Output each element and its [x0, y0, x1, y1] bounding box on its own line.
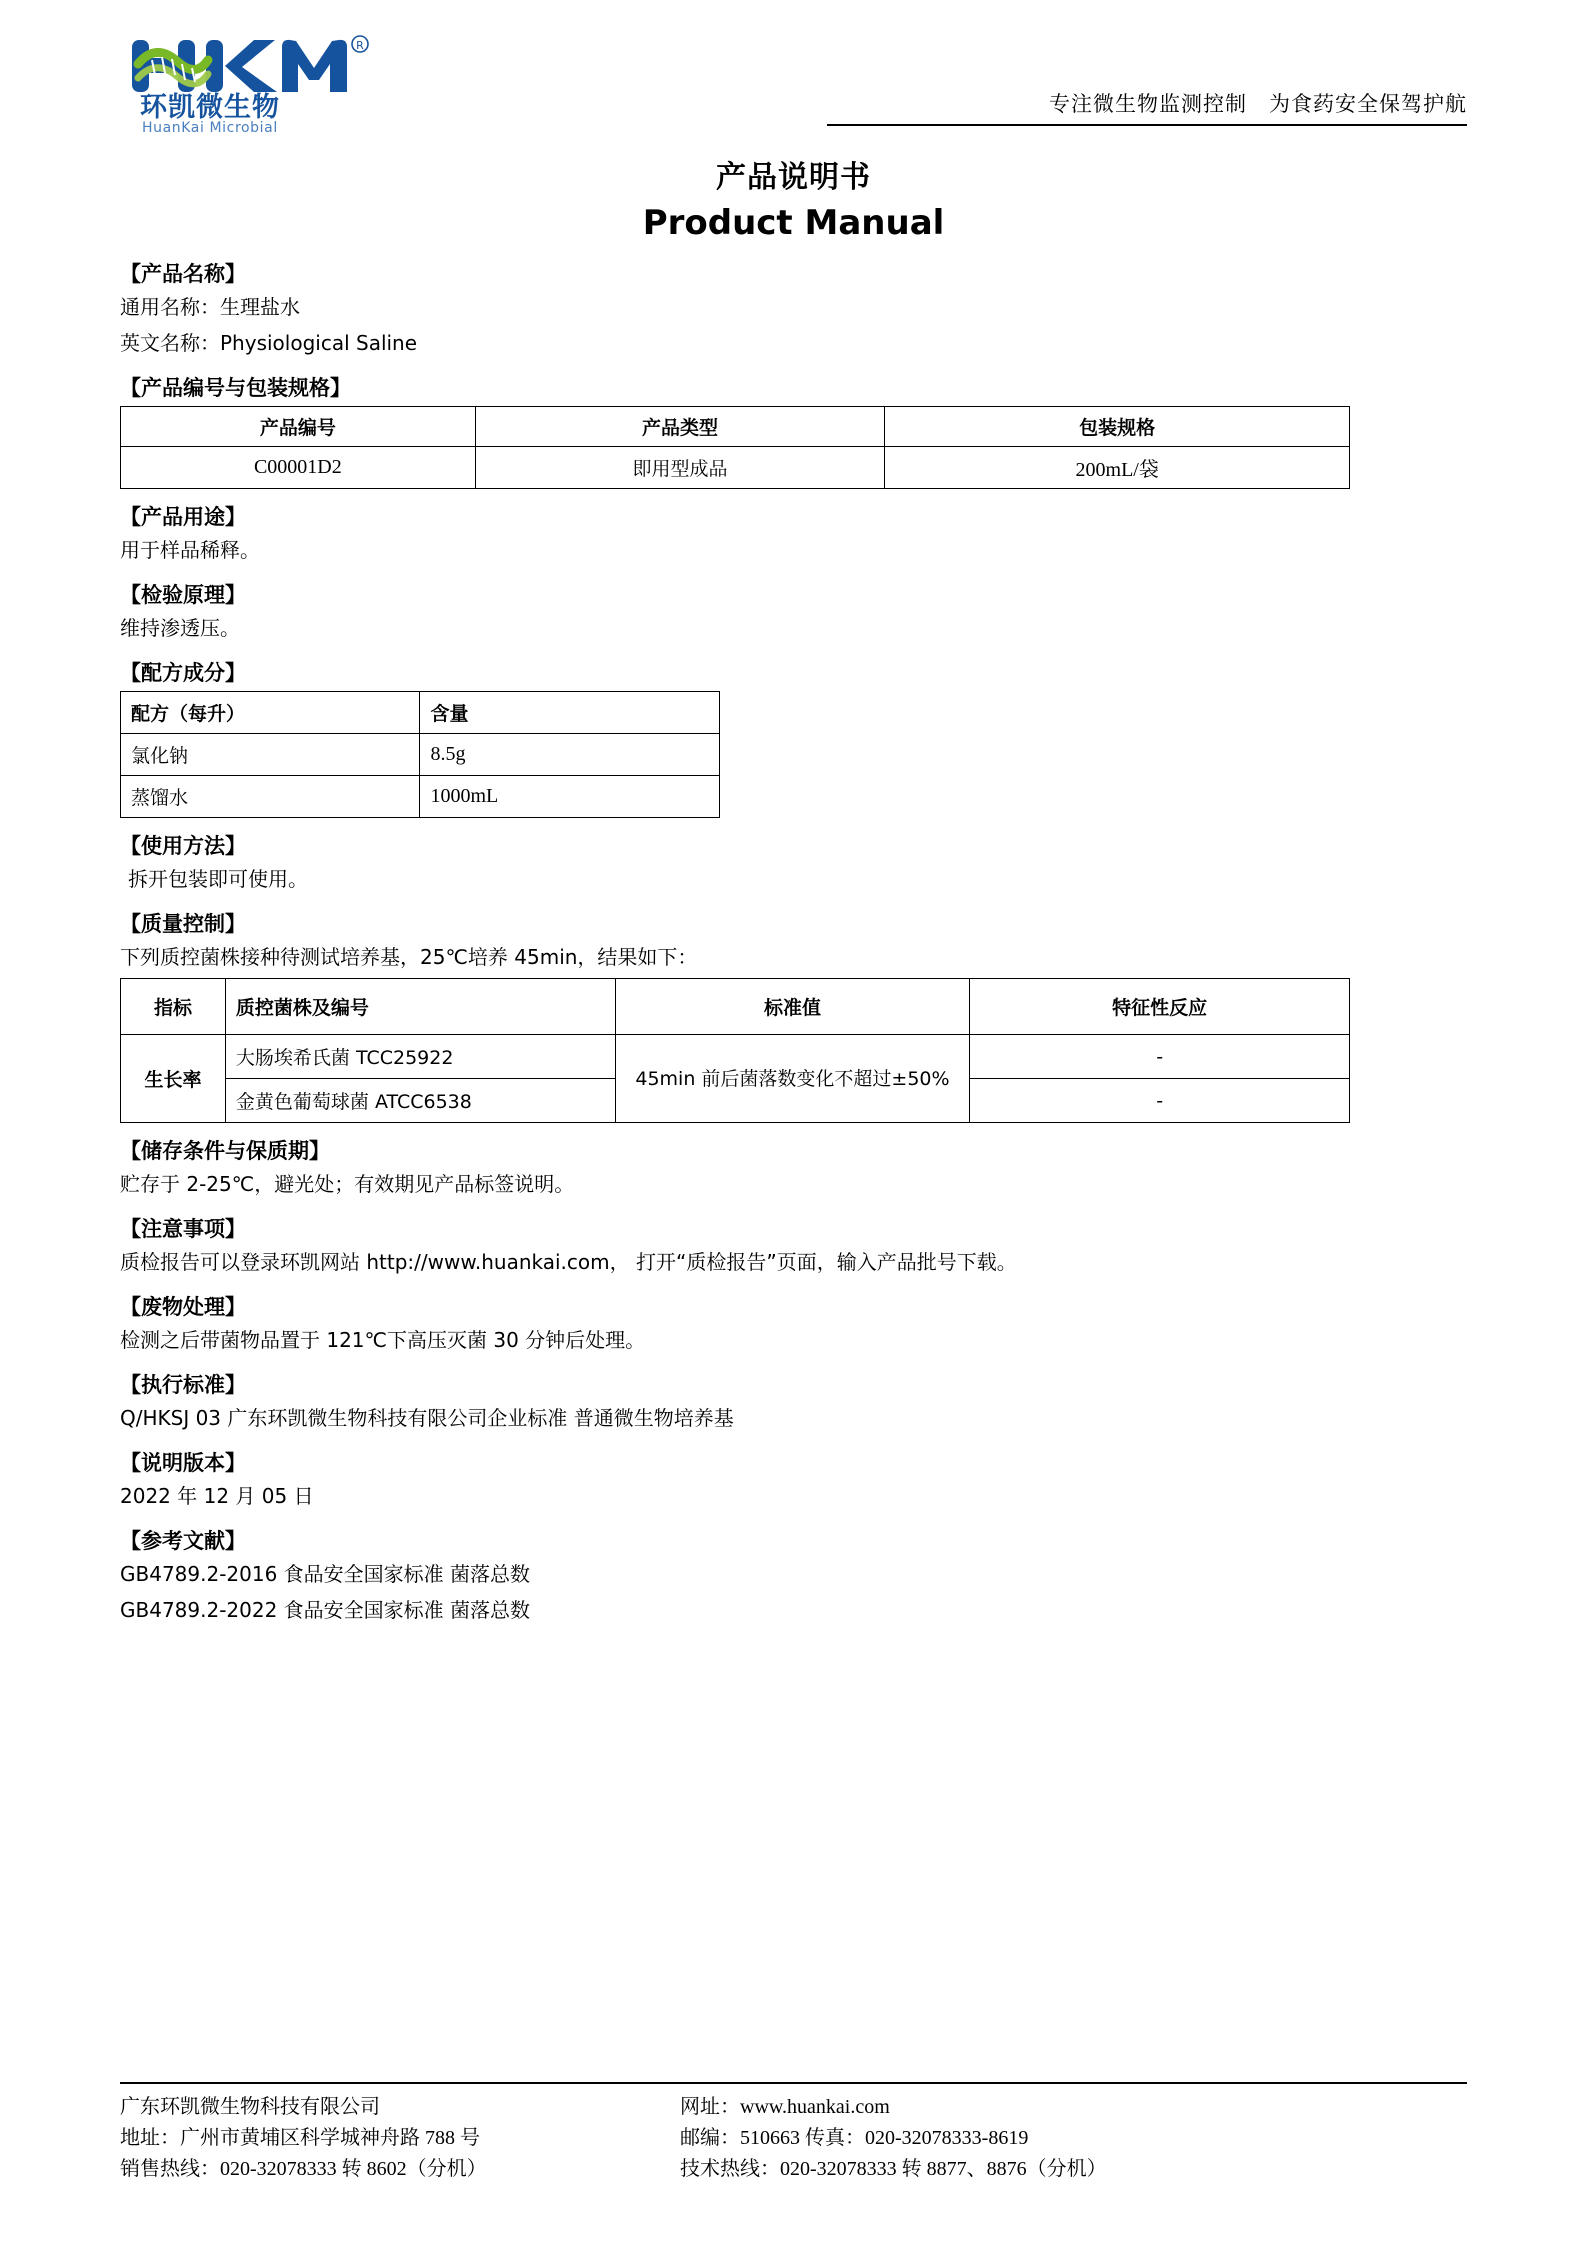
section-heading-quality-control: 【质量控制】 — [120, 912, 246, 937]
cell-ingredient-name: 氯化钠 — [121, 734, 420, 776]
footer-company-name: 广东环凯微生物科技有限公司 — [120, 2096, 380, 2118]
col-header-strain: 质控菌株及编号 — [225, 979, 615, 1035]
notes-text: 质检报告可以登录环凯网站 http://www.huankai.com， 打开“质检报告”页面，输入产品批号下载。 — [120, 1250, 1017, 1275]
svg-text:环凯微生物: 环凯微生物 — [140, 92, 280, 123]
cell-strain: 金黄色葡萄球菌 ATCC6538 — [225, 1079, 615, 1123]
product-english-name: 英文名称：Physiological Saline — [120, 331, 418, 356]
section-heading-references: 【参考文献】 — [120, 1529, 246, 1554]
quality-control-intro: 下列质控菌株接种待测试培养基，25℃培养 45min，结果如下： — [120, 945, 698, 970]
table-header-row — [121, 979, 1350, 1035]
cell-product-code: C00001D2 — [121, 447, 476, 489]
cell-reaction: - — [970, 1035, 1350, 1079]
principle-text: 维持渗透压。 — [120, 616, 240, 641]
page-footer — [120, 2082, 1467, 2185]
cell-package-spec: 200mL/袋 — [885, 447, 1350, 489]
col-header-indicator: 指标 — [121, 979, 226, 1035]
col-header-product-code: 产品编号 — [121, 407, 476, 447]
table-row — [121, 1035, 1350, 1079]
section-heading-product-code: 【产品编号与包装规格】 — [120, 376, 351, 401]
table-row — [121, 447, 1350, 489]
cell-ingredient-amount: 1000mL — [420, 776, 720, 818]
section-heading-product-name: 【产品名称】 — [120, 262, 246, 287]
section-heading-principle: 【检验原理】 — [120, 583, 246, 608]
svg-text:HuanKai Microbial: HuanKai Microbial — [142, 120, 278, 135]
table-row — [121, 776, 720, 818]
col-header-reaction: 特征性反应 — [970, 979, 1350, 1035]
table-header-row — [121, 692, 720, 734]
reference-item: GB4789.2-2022 食品安全国家标准 菌落总数 — [120, 1598, 531, 1623]
product-generic-name: 通用名称：生理盐水 — [120, 295, 300, 320]
section-heading-formula: 【配方成分】 — [120, 661, 246, 686]
formula-table — [120, 691, 720, 818]
method-text: 拆开包装即可使用。 — [128, 867, 308, 892]
header-tagline — [1049, 88, 1467, 124]
footer-divider — [120, 2082, 1467, 2084]
standard-text: Q/HKSJ 03 广东环凯微生物科技有限公司企业标准 普通微生物培养基 — [120, 1406, 734, 1431]
table-row — [121, 734, 720, 776]
cell-indicator: 生长率 — [121, 1035, 226, 1123]
company-logo — [120, 30, 390, 135]
footer-sales-hotline: 销售热线：020-32078333 转 8602（分机） — [120, 2158, 487, 2180]
footer-right-column — [680, 2092, 1467, 2185]
hkm-logo-icon — [130, 30, 395, 135]
reference-item: GB4789.2-2016 食品安全国家标准 菌落总数 — [120, 1562, 531, 1587]
section-heading-notes: 【注意事项】 — [120, 1217, 246, 1242]
version-text: 2022 年 12 月 05 日 — [120, 1484, 314, 1509]
section-heading-standard: 【执行标准】 — [120, 1373, 246, 1398]
table-header-row — [121, 407, 1350, 447]
footer-website: 网址：www.huankai.com — [680, 2096, 890, 2118]
header-tagline-block — [390, 30, 1467, 130]
cell-ingredient-amount: 8.5g — [420, 734, 720, 776]
waste-text: 检测之后带菌物品置于 121℃下高压灭菌 30 分钟后处理。 — [120, 1328, 646, 1353]
cell-strain: 大肠埃希氏菌 TCC25922 — [225, 1035, 615, 1079]
product-spec-table — [120, 406, 1350, 489]
col-header-formula: 配方（每升） — [121, 692, 420, 734]
storage-text: 贮存于 2-25℃，避光处；有效期见产品标签说明。 — [120, 1172, 575, 1197]
cell-ingredient-name: 蒸馏水 — [121, 776, 420, 818]
page-title-en: Product Manual — [642, 202, 945, 243]
col-header-standard-value: 标准值 — [615, 979, 970, 1035]
footer-address: 地址：广州市黄埔区科学城神舟路 788 号 — [120, 2127, 480, 2149]
document-title-block — [120, 158, 1467, 246]
footer-postcode-fax: 邮编：510663 传真：020-32078333-8619 — [680, 2127, 1029, 2149]
cell-product-type: 即用型成品 — [475, 447, 885, 489]
footer-tech-hotline: 技术热线：020-32078333 转 8877、8876（分机） — [680, 2158, 1107, 2180]
quality-control-table — [120, 978, 1350, 1123]
col-header-content: 含量 — [420, 692, 720, 734]
usage-text: 用于样品稀释。 — [120, 538, 260, 563]
header-divider — [827, 124, 1467, 126]
tagline-right: 为食药安全保驾护航 — [1269, 92, 1467, 116]
page-title-cn: 产品说明书 — [716, 160, 871, 195]
col-header-package-spec: 包装规格 — [885, 407, 1350, 447]
svg-text:R: R — [356, 39, 364, 52]
section-heading-version: 【说明版本】 — [120, 1451, 246, 1476]
footer-left-column — [120, 2092, 680, 2185]
page-header — [120, 30, 1467, 140]
section-heading-method: 【使用方法】 — [120, 834, 246, 859]
cell-standard-value: 45min 前后菌落数变化不超过±50% — [615, 1035, 970, 1123]
cell-reaction: - — [970, 1079, 1350, 1123]
section-heading-storage: 【储存条件与保质期】 — [120, 1139, 330, 1164]
tagline-left: 专注微生物监测控制 — [1049, 92, 1247, 116]
col-header-product-type: 产品类型 — [475, 407, 885, 447]
section-heading-usage: 【产品用途】 — [120, 505, 246, 530]
section-heading-waste: 【废物处理】 — [120, 1295, 246, 1320]
